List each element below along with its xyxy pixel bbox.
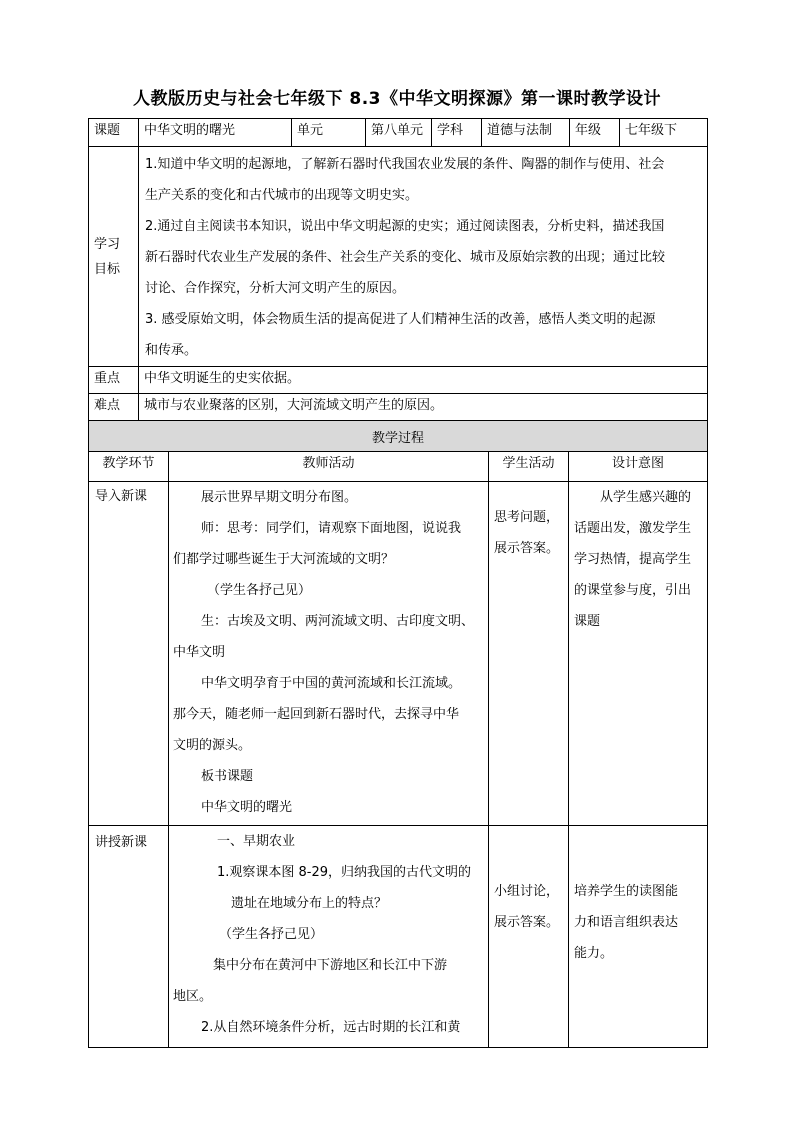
difficulty-text: 城市与农业聚落的区别，大河流域文明产生的原因。 [144, 398, 444, 413]
objective-line: 和传承。 [145, 343, 198, 358]
teacher-line: 遗址在地域分布上的特点？ [231, 896, 388, 911]
lecture-intent: 培养学生的读图能 力和语言组织表达 能力。 [569, 826, 708, 1048]
difficulty-label: 难点 [94, 398, 121, 413]
header-intent: 设计意图 [612, 456, 665, 471]
header-stage: 教学环节 [102, 456, 155, 471]
intro-teacher [169, 482, 489, 826]
objective-line: 3. 感受原始文明，体会物质生活的提高促进了人们精神生活的改善，感悟人类文明的起源 [145, 312, 656, 327]
teacher-line: （学生各抒己见） [207, 583, 312, 598]
unit-value: 第八单元 [371, 123, 424, 138]
topic-label: 课题 [94, 123, 121, 138]
objectives-row [89, 147, 708, 367]
teacher-line: 展示世界早期文明分布图。 [201, 490, 358, 505]
objective-line: 1.知道中华文明的起源地，了解新石器时代我国农业发展的条件、陶器的制作与使用、社会 [145, 157, 665, 172]
lecture-stage: 讲授新课 [95, 835, 148, 850]
lecture-teacher [169, 826, 489, 1048]
lecture-student: 小组讨论， 展示答案。 [489, 826, 569, 1048]
process-table [88, 420, 708, 1048]
objectives-label: 学习 目标 [94, 236, 121, 277]
teacher-line: 1.观察课本图 8-29，归纳我国的古代文明的 [217, 865, 472, 880]
lecture-row [89, 826, 708, 1048]
objectives-content [139, 147, 708, 367]
key-point-row [89, 367, 708, 394]
intro-intent: 从学生感兴趣的 话题出发，激发学生 学习热情，提高学生 的课堂参与度，引出 课题 [569, 482, 708, 826]
teacher-line: 那今天，随老师一起回到新石器时代，去探寻中华 [173, 707, 460, 722]
info-table [88, 118, 708, 421]
teacher-line: 2.从自然环境条件分析，远古时期的长江和黄 [201, 1020, 461, 1035]
subject-value: 道德与法制 [487, 123, 553, 138]
grade-label: 年级 [575, 123, 602, 138]
teacher-line: （学生各抒己见） [219, 927, 324, 942]
teacher-line: 师：思考：同学们，请观察下面地图，说说我 [201, 521, 462, 536]
info-row [89, 119, 708, 147]
intro-stage: 导入新课 [95, 489, 148, 504]
objective-line: 生产关系的变化和古代城市的出现等文明史实。 [145, 188, 419, 203]
unit-label: 单元 [297, 123, 324, 138]
teacher-line: 一、早期农业 [217, 834, 296, 849]
objective-line: 新石器时代农业生产发展的条件、社会生产关系的变化、城市及原始宗教的出现；通过比较 [145, 250, 666, 265]
process-band: 教学过程 [89, 421, 708, 452]
subject-label: 学科 [437, 123, 464, 138]
document-title: 人教版历史与社会七年级下 8.3《中华文明探源》第一课时教学设计 [132, 89, 662, 109]
teacher-line: 中华文明的曙光 [201, 800, 293, 815]
teacher-line: 中华文明孕育于中国的黄河流域和长江流域。 [201, 676, 462, 691]
teacher-line: 生：古埃及文明、两河流域文明、古印度文明、 [201, 614, 475, 629]
teacher-line: 板书课题 [201, 769, 254, 784]
process-header-row [89, 452, 708, 482]
intro-row [89, 482, 708, 826]
teacher-line: 文明的源头。 [173, 738, 252, 753]
topic-value: 中华文明的曙光 [144, 123, 236, 138]
intro-student: 思考问题， 展示答案。 [489, 482, 569, 826]
objective-line: 讨论、合作探究，分析大河文明产生的原因。 [145, 281, 406, 296]
process-band-row [89, 421, 708, 452]
teacher-line: 们都学过哪些诞生于大河流域的文明？ [173, 552, 395, 567]
key-point-text: 中华文明诞生的史实依据。 [144, 371, 301, 386]
key-point-label: 重点 [94, 371, 121, 386]
grade-value: 七年级下 [625, 123, 678, 138]
header-teacher: 教师活动 [302, 456, 355, 471]
teacher-line: 集中分布在黄河中下游地区和长江中下游 [213, 958, 448, 973]
header-student: 学生活动 [502, 456, 555, 471]
teacher-line: 地区。 [173, 989, 213, 1004]
difficulty-row [89, 394, 708, 421]
teacher-line: 中华文明 [173, 645, 226, 660]
objective-line: 2.通过自主阅读书本知识，说出中华文明起源的史实；通过阅读图表，分析史料，描述我国 [145, 219, 665, 234]
